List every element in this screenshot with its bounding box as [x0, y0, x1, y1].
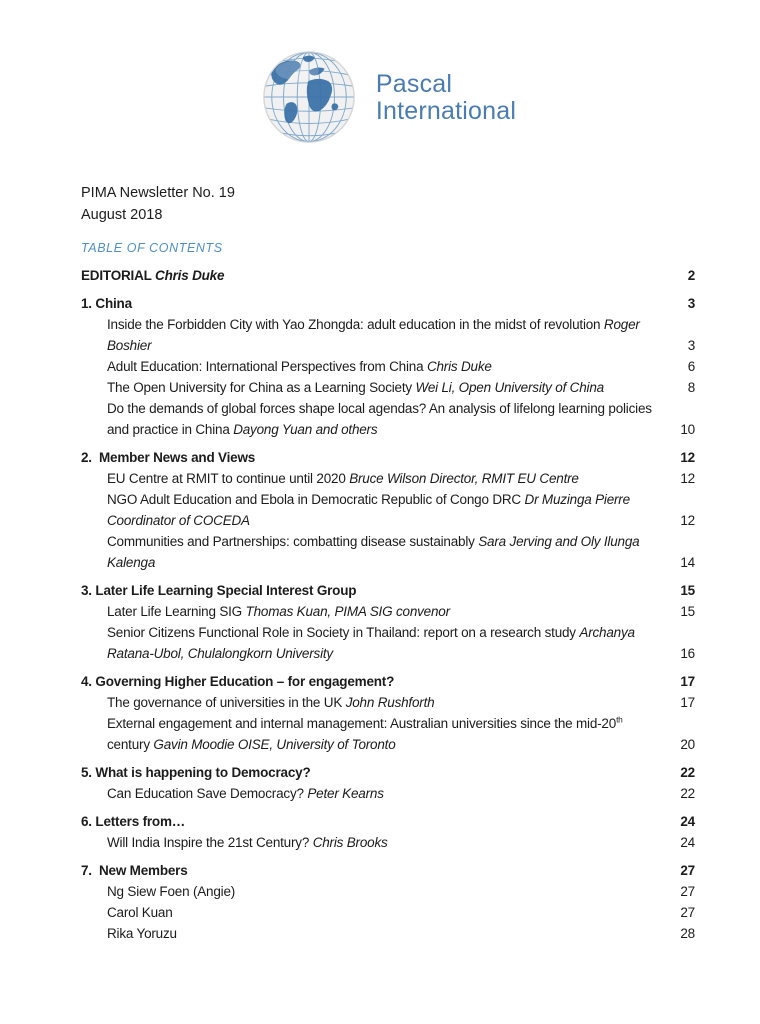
newsletter-date: August 2018: [81, 207, 163, 223]
toc-page-number: 12: [680, 513, 695, 528]
toc-page-number: 17: [680, 674, 695, 689]
toc-article-row: [81, 692, 695, 713]
toc-section-row: [81, 580, 695, 601]
toc-entry-text: Senior Citizens Functional Role in Society in Thailand: report on a research study Archanya Ratana-Ubol, Chulalongkorn University: [107, 625, 635, 661]
toc-page-number: 16: [680, 646, 695, 661]
toc-article-row: [81, 832, 695, 853]
toc-entry-text: NGO Adult Education and Ebola in Democratic Republic of Congo DRC Dr Muzinga Pierre Coordinator of COCEDA: [107, 492, 630, 528]
toc-page-number: 20: [680, 737, 695, 752]
logo-line1: Pascal: [375, 70, 453, 98]
toc-entry-text: Can Education Save Democracy? Peter Kearns: [107, 786, 384, 801]
toc-entry-text: Will India Inspire the 21st Century? Chris Brooks: [107, 835, 388, 850]
toc-page-number: 10: [680, 422, 695, 437]
toc-article-row: [81, 923, 695, 944]
toc-section-row: [81, 762, 695, 783]
toc-page-number: 15: [680, 583, 695, 598]
toc-page-number: 2: [687, 268, 695, 283]
toc-article-row: [81, 377, 695, 398]
toc-entry-text: The governance of universities in the UK John Rushforth: [107, 695, 435, 710]
globe-icon: [260, 48, 358, 148]
toc-heading: TABLE OF CONTENTS: [81, 241, 223, 255]
toc-page-number: 22: [680, 765, 695, 780]
table-of-contents: [81, 241, 695, 944]
toc-page-number: 12: [680, 471, 695, 486]
toc-page-number: 3: [687, 296, 695, 311]
toc-page-number: 27: [680, 884, 695, 899]
toc-article-row: [81, 881, 695, 902]
toc-article-row: [81, 783, 695, 804]
toc-entry-text: Inside the Forbidden City with Yao Zhongda: adult education in the midst of revolution Roger Boshier: [107, 317, 640, 353]
toc-entry-text: Adult Education: International Perspectives from China Chris Duke: [107, 359, 492, 374]
newsletter-title: PIMA Newsletter No. 19: [81, 185, 235, 201]
toc-page-number: 24: [680, 835, 695, 850]
toc-article-row: [81, 489, 695, 531]
toc-entry-text: 1. China: [81, 296, 132, 311]
pascal-international-logo: [8, 48, 760, 148]
toc-page-number: 22: [680, 786, 695, 801]
toc-article-row: [81, 314, 695, 356]
toc-entry-text: Do the demands of global forces shape local agendas? An analysis of lifelong learning policies and practice in China Dayong Yuan and others: [107, 401, 652, 437]
doc-header: [81, 182, 695, 226]
toc-page-number: 3: [687, 338, 695, 353]
toc-page-number: 27: [680, 863, 695, 878]
logo-line2: International: [375, 97, 517, 125]
toc-page-number: 6: [687, 359, 695, 374]
toc-article-row: [81, 622, 695, 664]
toc-section-row: [81, 860, 695, 881]
logo-wordmark: [376, 71, 516, 125]
toc-entry-text: EU Centre at RMIT to continue until 2020 Bruce Wilson Director, RMIT EU Centre: [107, 471, 579, 486]
toc-entry-text: External engagement and internal management: Australian universities since the mid-20th century Gavin Moodie OISE, University of Toronto: [107, 714, 623, 752]
toc-page-number: 12: [680, 450, 695, 465]
toc-entry-text: Rika Yoruzu: [107, 926, 177, 941]
toc-entry-text: 7. New Members: [81, 863, 188, 878]
toc-page-number: 28: [680, 926, 695, 941]
toc-entry-text: 4. Governing Higher Education – for engagement?: [81, 674, 395, 689]
toc-section-row: [81, 447, 695, 468]
toc-page-number: 27: [680, 905, 695, 920]
toc-article-row: [81, 713, 695, 755]
toc-section-row: [81, 293, 695, 314]
toc-page-number: 14: [680, 555, 695, 570]
toc-section-row: [81, 265, 695, 286]
toc-page-number: 15: [680, 604, 695, 619]
toc-entry-text: EDITORIAL Chris Duke: [81, 268, 225, 283]
toc-article-row: [81, 601, 695, 622]
toc-section-row: [81, 671, 695, 692]
toc-entry-text: 2. Member News and Views: [81, 450, 256, 465]
toc-article-row: [81, 531, 695, 573]
toc-entry-text: The Open University for China as a Learning Society Wei Li, Open University of China: [107, 380, 604, 395]
toc-article-row: [81, 468, 695, 489]
toc-article-row: [81, 902, 695, 923]
toc-article-row: [81, 356, 695, 377]
toc-entry-text: Later Life Learning SIG Thomas Kuan, PIMA SIG convenor: [107, 604, 450, 619]
toc-entry-text: 3. Later Life Learning Special Interest Group: [81, 583, 357, 598]
toc-entry-text: Carol Kuan: [107, 905, 173, 920]
toc-entry-text: Communities and Partnerships: combatting disease sustainably Sara Jerving and Oly Ilunga Kalenga: [107, 534, 640, 570]
toc-page-number: 17: [680, 695, 695, 710]
toc-list: [81, 265, 695, 944]
toc-entry-text: 6. Letters from…: [81, 814, 186, 829]
toc-entry-text: Ng Siew Foen (Angie): [107, 884, 236, 899]
toc-article-row: [81, 398, 695, 440]
toc-section-row: [81, 811, 695, 832]
toc-page-number: 8: [687, 380, 695, 395]
toc-page-number: 24: [680, 814, 695, 829]
toc-entry-text: 5. What is happening to Democracy?: [81, 765, 311, 780]
